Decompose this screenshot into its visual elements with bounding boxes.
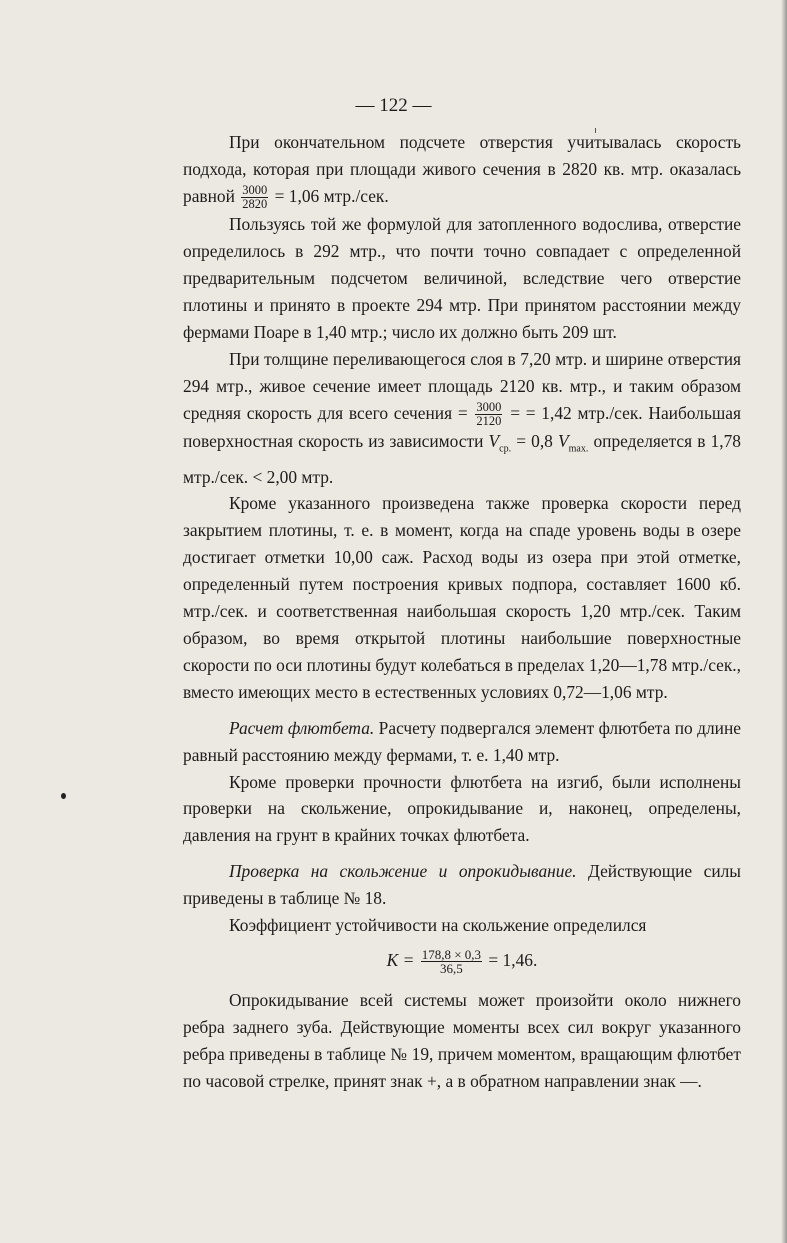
fraction-3000-2820: $\frac{3000}{2820}$ [242,183,268,212]
page-edge-shadow [781,0,787,1243]
paragraph-overflow-layer: При толщине переливающегося слоя в 7,20 мтр. и ширине отверстия 294 мтр., живое сечение имеет площадь 2120 кв. мтр., и таким образом средняя скорость для всего сечения = $\frac{3000}{2120}$ = = 1,42 мтр./сек. Наибольшая поверхностная скорость из зависимости $V_{ср.} = 0,8$ $V_{max.}$ определяется в 1,78 мтр./сек. < 2,00 мтр. [183,348,741,487]
page-body [183,129,741,1095]
paragraph-strength-checks: Кроме проверки прочности флютбета на изгиб, были исполнены проверки на скольжение, опрокидывание и, наконец, определены, давления на грунт в крайних точках флютбета. [183,771,741,846]
section-heading-flutbet: Расчет флютбета. [229,717,375,738]
stability-formula: K = $\frac{178,8 \times 0,3}{36,5}$ = 1,46. [386,947,538,977]
paragraph-flutbet-calc: Расчет флютбета. Расчету подвергался элемент флютбета по длине равный расстоянию между фермами, т. е. 1,40 мтр. [183,717,741,765]
paragraph-stability-coefficient: Коэффициент устойчивости на скольжение определился [229,915,647,936]
paragraph-sliding-check: Проверка на скольжение и опрокидывание. Действующие силы приведены в таблице № 18. [183,861,741,909]
fraction-3000-2120: $\frac{3000}{2120}$ [476,400,502,429]
paragraph-closing-check: Кроме указанного произведена также проверка скорости перед закрытием плотины, т. е. в момент, когда на спаде уровень воды в озере достигает отметки 10,00 саж. Расход воды из озера при этой отметке, определенный путем построения кривых подпора, составляет 1600 кб. мтр./сек. и соответственная наибольшая скорость 1,20 мтр./сек. Таким образом, во время открытой плотины наибольшие поверхностные скорости по оси плотины будут колебаться в пределах 1,20—1,78 мтр./сек., вместо имеющих место в естественных условиях 0,72—1,06 мтр. [183,493,741,702]
paragraph-overturning: Опрокидывание всей системы может произойти около нижнего ребра заднего зуба. Действующие моменты всех сил вокруг указанного ребра приведены в таблице № 19, причем моментом, вращающим флютбет по часовой стрелке, принят знак +, а в обратном направлении знак —. [183,990,741,1092]
formula-fraction: $\frac{178,8 \times 0,3}{36,5}$ [421,947,482,977]
paragraph-weir-formula: Пользуясь той же формулой для затопленного водослива, отверстие определилось в 292 мтр., что почти точно совпадает с определенной предварительным подсчетом величиной, вследствие чего отверстие плотины и принято в проекте 294 мтр. При принятом расстоянии между фермами Поаре в 1,40 мтр.; число их должно быть 209 шт. [183,214,741,342]
section-heading-sliding: Проверка на скольжение и опрокидывание. [229,861,577,882]
paragraph-approach-speed: При окончательном подсчете отверстия учитывалась скорость подхода, которая при площади живого сечения в 2820 кв. мтр. оказалась равной $\frac{3000}{2820}$ = 1,06 мтр./сек. [183,132,741,212]
page-number: — 122 — [355,95,432,116]
scan-speck [61,793,66,799]
